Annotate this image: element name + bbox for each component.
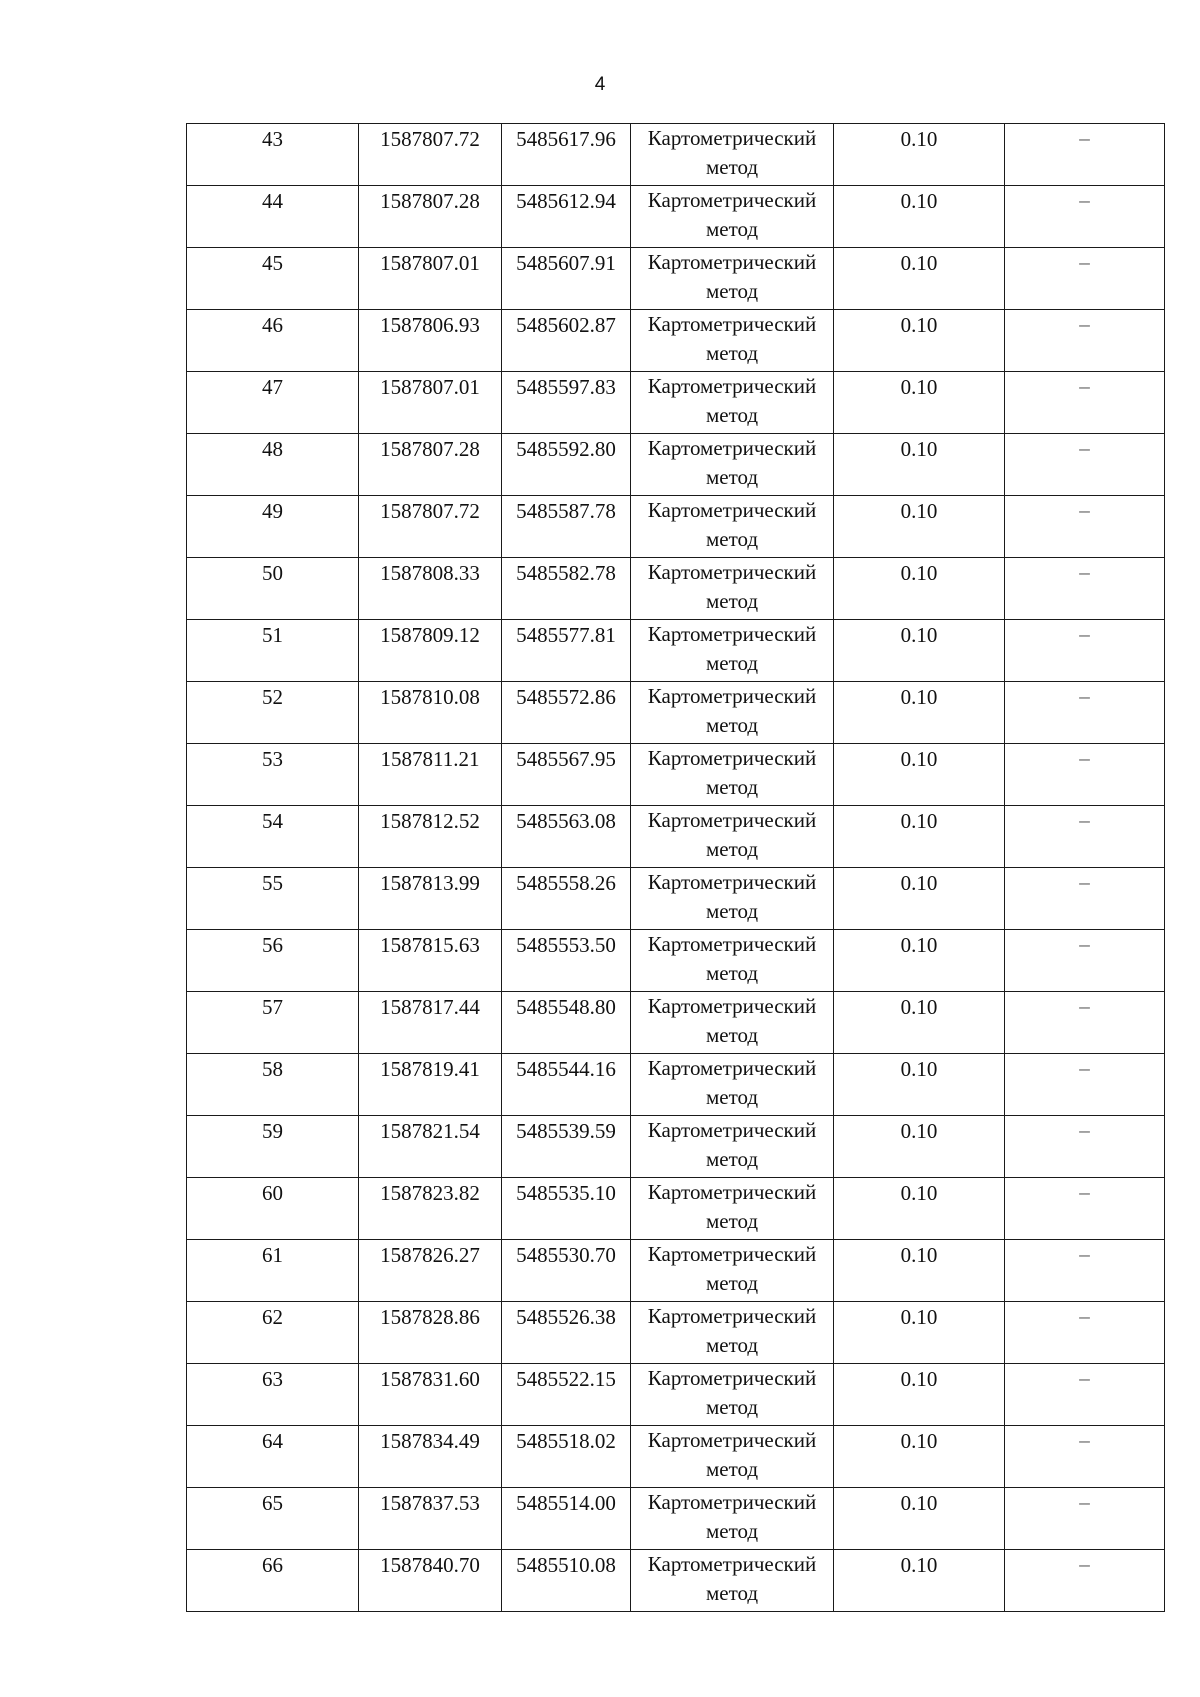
accuracy-cell: 0.10 <box>834 1116 1005 1178</box>
note-cell: – <box>1005 744 1165 806</box>
note-cell: – <box>1005 1240 1165 1302</box>
point-number-cell: 56 <box>187 930 359 992</box>
coordinate-y-cell: 5485607.91 <box>502 248 631 310</box>
point-number-cell: 63 <box>187 1364 359 1426</box>
point-number-cell: 43 <box>187 124 359 186</box>
coordinate-x-cell: 1587828.86 <box>359 1302 502 1364</box>
table-row <box>187 496 1165 558</box>
note-cell: – <box>1005 930 1165 992</box>
point-number-cell: 51 <box>187 620 359 682</box>
table-row <box>187 1240 1165 1302</box>
accuracy-cell: 0.10 <box>834 1240 1005 1302</box>
accuracy-cell: 0.10 <box>834 930 1005 992</box>
point-number-cell: 61 <box>187 1240 359 1302</box>
note-cell: – <box>1005 806 1165 868</box>
method-cell: Картометрический метод <box>631 310 834 372</box>
note-cell: – <box>1005 1116 1165 1178</box>
coordinate-y-cell: 5485522.15 <box>502 1364 631 1426</box>
coordinate-x-cell: 1587821.54 <box>359 1116 502 1178</box>
accuracy-cell: 0.10 <box>834 1054 1005 1116</box>
coordinate-y-cell: 5485563.08 <box>502 806 631 868</box>
method-cell: Картометрический метод <box>631 1302 834 1364</box>
point-number-cell: 62 <box>187 1302 359 1364</box>
coordinate-x-cell: 1587837.53 <box>359 1488 502 1550</box>
note-cell: – <box>1005 1364 1165 1426</box>
point-number-cell: 45 <box>187 248 359 310</box>
note-cell: – <box>1005 310 1165 372</box>
note-cell: – <box>1005 372 1165 434</box>
table-row <box>187 310 1165 372</box>
accuracy-cell: 0.10 <box>834 868 1005 930</box>
coordinate-x-cell: 1587807.01 <box>359 248 502 310</box>
method-cell: Картометрический метод <box>631 1054 834 1116</box>
page-number: 4 <box>594 74 606 95</box>
point-number-cell: 66 <box>187 1550 359 1612</box>
table-row <box>187 1054 1165 1116</box>
coordinates-table-body <box>187 124 1165 1612</box>
coordinate-y-cell: 5485612.94 <box>502 186 631 248</box>
table-row <box>187 868 1165 930</box>
accuracy-cell: 0.10 <box>834 434 1005 496</box>
coordinate-x-cell: 1587819.41 <box>359 1054 502 1116</box>
table-row <box>187 1426 1165 1488</box>
note-cell: – <box>1005 620 1165 682</box>
note-cell: – <box>1005 558 1165 620</box>
method-cell: Картометрический метод <box>631 434 834 496</box>
coordinate-y-cell: 5485518.02 <box>502 1426 631 1488</box>
accuracy-cell: 0.10 <box>834 372 1005 434</box>
table-row <box>187 682 1165 744</box>
point-number-cell: 55 <box>187 868 359 930</box>
method-cell: Картометрический метод <box>631 1488 834 1550</box>
table-row <box>187 992 1165 1054</box>
accuracy-cell: 0.10 <box>834 744 1005 806</box>
coordinate-x-cell: 1587815.63 <box>359 930 502 992</box>
coordinate-y-cell: 5485535.10 <box>502 1178 631 1240</box>
coordinate-x-cell: 1587807.28 <box>359 186 502 248</box>
table-row <box>187 1302 1165 1364</box>
method-cell: Картометрический метод <box>631 868 834 930</box>
method-cell: Картометрический метод <box>631 806 834 868</box>
point-number-cell: 49 <box>187 496 359 558</box>
coordinate-y-cell: 5485602.87 <box>502 310 631 372</box>
point-number-cell: 59 <box>187 1116 359 1178</box>
table-row <box>187 930 1165 992</box>
table-row <box>187 620 1165 682</box>
method-cell: Картометрический метод <box>631 124 834 186</box>
method-cell: Картометрический метод <box>631 1116 834 1178</box>
note-cell: – <box>1005 124 1165 186</box>
coordinate-y-cell: 5485567.95 <box>502 744 631 806</box>
point-number-cell: 47 <box>187 372 359 434</box>
accuracy-cell: 0.10 <box>834 806 1005 868</box>
point-number-cell: 57 <box>187 992 359 1054</box>
accuracy-cell: 0.10 <box>834 1364 1005 1426</box>
method-cell: Картометрический метод <box>631 248 834 310</box>
method-cell: Картометрический метод <box>631 496 834 558</box>
method-cell: Картометрический метод <box>631 186 834 248</box>
note-cell: – <box>1005 1054 1165 1116</box>
note-cell: – <box>1005 186 1165 248</box>
coordinate-y-cell: 5485553.50 <box>502 930 631 992</box>
coordinate-y-cell: 5485526.38 <box>502 1302 631 1364</box>
coordinate-y-cell: 5485597.83 <box>502 372 631 434</box>
point-number-cell: 65 <box>187 1488 359 1550</box>
note-cell: – <box>1005 434 1165 496</box>
point-number-cell: 54 <box>187 806 359 868</box>
accuracy-cell: 0.10 <box>834 620 1005 682</box>
coordinate-y-cell: 5485514.00 <box>502 1488 631 1550</box>
coordinate-x-cell: 1587807.28 <box>359 434 502 496</box>
coordinates-table <box>186 123 1165 1612</box>
table-row <box>187 558 1165 620</box>
point-number-cell: 48 <box>187 434 359 496</box>
coordinate-x-cell: 1587806.93 <box>359 310 502 372</box>
table-row <box>187 434 1165 496</box>
coordinate-x-cell: 1587817.44 <box>359 992 502 1054</box>
table-row <box>187 806 1165 868</box>
method-cell: Картометрический метод <box>631 992 834 1054</box>
point-number-cell: 44 <box>187 186 359 248</box>
coordinate-x-cell: 1587810.08 <box>359 682 502 744</box>
method-cell: Картометрический метод <box>631 1178 834 1240</box>
method-cell: Картометрический метод <box>631 744 834 806</box>
method-cell: Картометрический метод <box>631 1240 834 1302</box>
coordinate-x-cell: 1587811.21 <box>359 744 502 806</box>
accuracy-cell: 0.10 <box>834 1178 1005 1240</box>
method-cell: Картометрический метод <box>631 1364 834 1426</box>
note-cell: – <box>1005 496 1165 558</box>
accuracy-cell: 0.10 <box>834 1426 1005 1488</box>
coordinate-y-cell: 5485548.80 <box>502 992 631 1054</box>
accuracy-cell: 0.10 <box>834 496 1005 558</box>
note-cell: – <box>1005 1426 1165 1488</box>
table-row <box>187 1364 1165 1426</box>
accuracy-cell: 0.10 <box>834 558 1005 620</box>
accuracy-cell: 0.10 <box>834 310 1005 372</box>
point-number-cell: 64 <box>187 1426 359 1488</box>
coordinate-x-cell: 1587813.99 <box>359 868 502 930</box>
accuracy-cell: 0.10 <box>834 682 1005 744</box>
coordinate-y-cell: 5485577.81 <box>502 620 631 682</box>
coordinate-x-cell: 1587826.27 <box>359 1240 502 1302</box>
accuracy-cell: 0.10 <box>834 186 1005 248</box>
accuracy-cell: 0.10 <box>834 992 1005 1054</box>
table-row <box>187 186 1165 248</box>
method-cell: Картометрический метод <box>631 1550 834 1612</box>
coordinate-x-cell: 1587831.60 <box>359 1364 502 1426</box>
coordinate-x-cell: 1587809.12 <box>359 620 502 682</box>
table-row <box>187 1488 1165 1550</box>
coordinate-x-cell: 1587823.82 <box>359 1178 502 1240</box>
method-cell: Картометрический метод <box>631 372 834 434</box>
coordinate-y-cell: 5485582.78 <box>502 558 631 620</box>
note-cell: – <box>1005 248 1165 310</box>
note-cell: – <box>1005 682 1165 744</box>
coordinate-y-cell: 5485510.08 <box>502 1550 631 1612</box>
accuracy-cell: 0.10 <box>834 1302 1005 1364</box>
note-cell: – <box>1005 1488 1165 1550</box>
method-cell: Картометрический метод <box>631 620 834 682</box>
accuracy-cell: 0.10 <box>834 1488 1005 1550</box>
coordinate-y-cell: 5485592.80 <box>502 434 631 496</box>
coordinate-y-cell: 5485544.16 <box>502 1054 631 1116</box>
table-row <box>187 248 1165 310</box>
point-number-cell: 58 <box>187 1054 359 1116</box>
coordinate-y-cell: 5485617.96 <box>502 124 631 186</box>
note-cell: – <box>1005 1302 1165 1364</box>
note-cell: – <box>1005 992 1165 1054</box>
method-cell: Картометрический метод <box>631 682 834 744</box>
coordinate-x-cell: 1587834.49 <box>359 1426 502 1488</box>
accuracy-cell: 0.10 <box>834 124 1005 186</box>
coordinate-y-cell: 5485572.86 <box>502 682 631 744</box>
note-cell: – <box>1005 868 1165 930</box>
table-row <box>187 1550 1165 1612</box>
coordinate-y-cell: 5485587.78 <box>502 496 631 558</box>
point-number-cell: 50 <box>187 558 359 620</box>
table-row <box>187 744 1165 806</box>
point-number-cell: 60 <box>187 1178 359 1240</box>
coordinate-x-cell: 1587807.72 <box>359 124 502 186</box>
method-cell: Картометрический метод <box>631 1426 834 1488</box>
table-row <box>187 124 1165 186</box>
table-row <box>187 372 1165 434</box>
coordinate-y-cell: 5485530.70 <box>502 1240 631 1302</box>
point-number-cell: 46 <box>187 310 359 372</box>
point-number-cell: 53 <box>187 744 359 806</box>
note-cell: – <box>1005 1550 1165 1612</box>
method-cell: Картометрический метод <box>631 930 834 992</box>
coordinate-x-cell: 1587808.33 <box>359 558 502 620</box>
accuracy-cell: 0.10 <box>834 248 1005 310</box>
coordinate-y-cell: 5485539.59 <box>502 1116 631 1178</box>
coordinate-x-cell: 1587812.52 <box>359 806 502 868</box>
note-cell: – <box>1005 1178 1165 1240</box>
coordinate-x-cell: 1587807.72 <box>359 496 502 558</box>
table-row <box>187 1116 1165 1178</box>
table-row <box>187 1178 1165 1240</box>
coordinate-y-cell: 5485558.26 <box>502 868 631 930</box>
accuracy-cell: 0.10 <box>834 1550 1005 1612</box>
point-number-cell: 52 <box>187 682 359 744</box>
method-cell: Картометрический метод <box>631 558 834 620</box>
coordinate-x-cell: 1587807.01 <box>359 372 502 434</box>
coordinate-x-cell: 1587840.70 <box>359 1550 502 1612</box>
